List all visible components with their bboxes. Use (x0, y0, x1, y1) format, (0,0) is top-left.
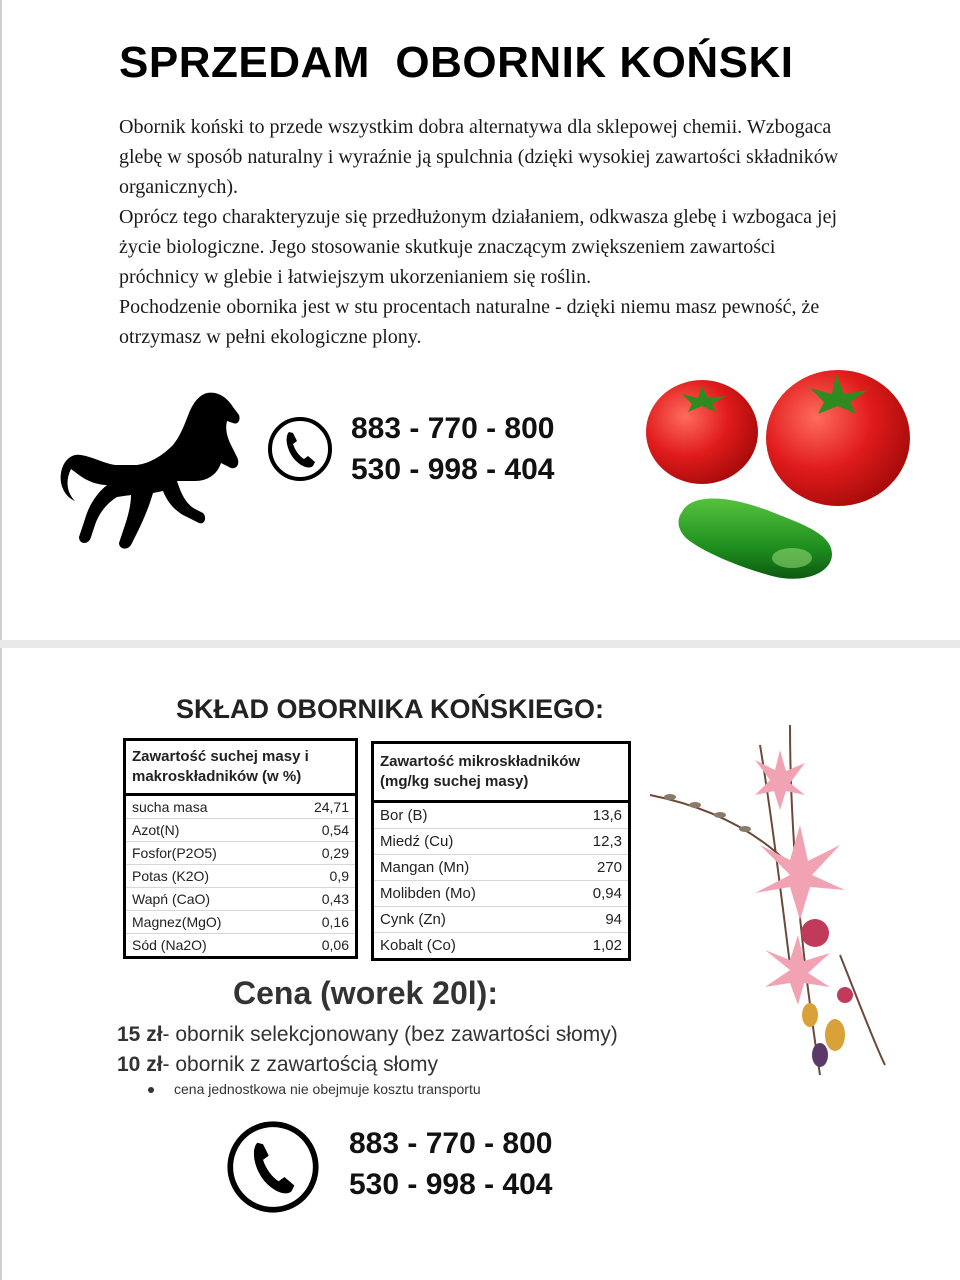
phone-icon (267, 416, 333, 482)
phone-icon (226, 1120, 320, 1214)
cucumber-icon (679, 498, 832, 578)
component-name: Bor (B) (373, 802, 556, 829)
table-row (373, 907, 630, 933)
component-value: 0,94 (555, 881, 629, 907)
table-row (125, 911, 357, 934)
intro-paragraph-3: Pochodzenie obornika jest w stu procentach naturalne - dzięki niemu masz pewność, że otrzymasz w pełni ekologiczne plony. (119, 296, 820, 348)
table-row (373, 881, 630, 907)
price-note-text: cena jednostkowa nie obejmuje kosztu transportu (174, 1081, 481, 1097)
phone-number-1: 883 - 770 - 800 (351, 412, 555, 445)
component-value: 0,06 (282, 934, 356, 958)
table-row (125, 795, 357, 819)
table-row (373, 855, 630, 881)
component-value: 13,6 (555, 802, 629, 829)
table-row (125, 934, 357, 958)
phone-numbers-top (351, 408, 554, 490)
component-name: Mangan (Mn) (373, 855, 556, 881)
price-list (117, 1020, 618, 1080)
page-separator (0, 640, 960, 648)
price-amount: 15 zł (117, 1023, 163, 1046)
macro-table (123, 738, 358, 959)
table-row (373, 802, 630, 829)
table-row (125, 819, 357, 842)
component-value: 12,3 (555, 829, 629, 855)
phone-number-2: 530 - 998 - 404 (349, 1168, 553, 1201)
price-note (148, 1081, 481, 1097)
component-value: 24,71 (282, 795, 356, 819)
intro-text (119, 112, 849, 352)
macro-table-header: Zawartość suchej masy i makroskładników (w %) (125, 740, 357, 795)
component-value: 0,29 (282, 842, 356, 865)
component-value: 0,9 (282, 865, 356, 888)
page-title: SPRZEDAM OBORNIK KOŃSKI (119, 38, 794, 87)
component-name: Sód (Na2O) (125, 934, 283, 958)
component-value: 0,54 (282, 819, 356, 842)
component-value: 270 (555, 855, 629, 881)
phone-number-2: 530 - 998 - 404 (351, 453, 555, 486)
flower-bouquet-icon (640, 705, 940, 1095)
component-name: Magnez(MgO) (125, 911, 283, 934)
component-value: 94 (555, 907, 629, 933)
vegetables-illustration (642, 362, 917, 587)
price-description: - obornik z zawartością słomy (162, 1053, 438, 1076)
micro-table (371, 741, 631, 961)
table-row (125, 865, 357, 888)
table-row (125, 842, 357, 865)
component-name: Wapń (CaO) (125, 888, 283, 911)
component-name: Azot(N) (125, 819, 283, 842)
component-name: Cynk (Zn) (373, 907, 556, 933)
component-name: Miedź (Cu) (373, 829, 556, 855)
component-value: 0,43 (282, 888, 356, 911)
price-row (117, 1050, 618, 1080)
component-name: Molibden (Mo) (373, 881, 556, 907)
phone-numbers-bottom (349, 1123, 552, 1205)
intro-paragraph-1: Obornik koński to przede wszystkim dobra alternatywa dla sklepowej chemii. Wzbogaca glebę w sposób naturalny i wyraźnie ją spulchnia (dzięki wysokiej zawartości składników organicznych). (119, 116, 839, 198)
price-row (117, 1020, 618, 1050)
table-row (373, 829, 630, 855)
component-value: 1,02 (555, 933, 629, 960)
component-name: Potas (K2O) (125, 865, 283, 888)
price-title: Cena (worek 20l): (233, 975, 498, 1011)
composition-title: SKŁAD OBORNIKA KOŃSKIEGO: (176, 694, 605, 724)
table-row (373, 933, 630, 960)
component-name: Fosfor(P2O5) (125, 842, 283, 865)
component-value: 0,16 (282, 911, 356, 934)
horse-icon (57, 385, 242, 555)
tomato-icon (766, 370, 910, 506)
phone-number-1: 883 - 770 - 800 (349, 1127, 553, 1160)
tomato-icon (646, 380, 758, 484)
bullet-icon (148, 1087, 154, 1093)
price-description: - obornik selekcjonowany (bez zawartości słomy) (162, 1023, 618, 1046)
table-row (125, 888, 357, 911)
micro-table-header: Zawartość mikroskładników (mg/kg suchej masy) (373, 743, 630, 802)
intro-paragraph-2: Oprócz tego charakteryzuje się przedłużonym działaniem, odkwasza glebę i wzbogaca jej życie biologiczne. Jego stosowanie skutkuje znaczącym zwiększeniem zawartości próchnicy w glebie i łatwiejszym ukorzenianiem się roślin. (119, 206, 838, 288)
component-name: Kobalt (Co) (373, 933, 556, 960)
price-amount: 10 zł (117, 1053, 163, 1076)
component-name: sucha masa (125, 795, 283, 819)
